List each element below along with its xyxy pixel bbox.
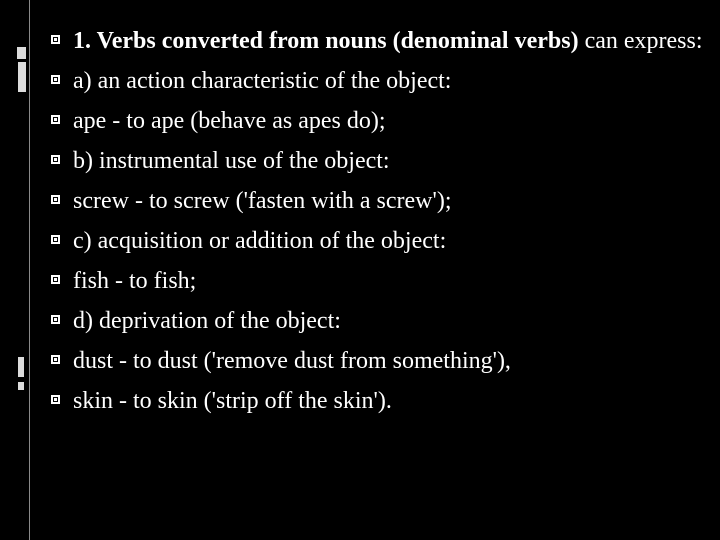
- square-bullet-icon: [50, 274, 61, 285]
- left-vertical-rule: [29, 0, 30, 540]
- item-text: can express:: [578, 28, 703, 54]
- list-item: [50, 306, 705, 336]
- square-bullet-icon: [50, 194, 61, 205]
- square-bullet-icon: [50, 34, 61, 45]
- square-bullet-icon: [50, 354, 61, 365]
- list-item: [50, 26, 705, 56]
- item-text: a) an action characteristic of the object:: [73, 68, 452, 94]
- item-text: screw - to screw ('fasten with a screw');: [73, 188, 452, 214]
- bullet-list: [50, 26, 705, 416]
- item-text: d) deprivation of the object:: [73, 308, 341, 334]
- item-text: c) acquisition or addition of the object:: [73, 228, 447, 254]
- item-text: fish - to fish;: [73, 268, 197, 294]
- list-item: [50, 386, 705, 416]
- square-bullet-icon: [50, 234, 61, 245]
- item-text: ape - to ape (behave as apes do);: [73, 108, 386, 134]
- list-item: [50, 106, 705, 136]
- list-item: [50, 226, 705, 256]
- list-item: [50, 266, 705, 296]
- list-item: [50, 66, 705, 96]
- accent-bar-bottom-2: [18, 382, 24, 390]
- item-text: dust - to dust ('remove dust from something'),: [73, 348, 511, 374]
- item-text: b) instrumental use of the object:: [73, 148, 390, 174]
- square-bullet-icon: [50, 394, 61, 405]
- list-item: [50, 346, 705, 376]
- slide-content: [50, 26, 705, 426]
- square-bullet-icon: [50, 154, 61, 165]
- item-text: skin - to skin ('strip off the skin').: [73, 388, 392, 414]
- square-bullet-icon: [50, 314, 61, 325]
- accent-bar-bottom-1: [18, 357, 24, 377]
- accent-bar-top-2: [18, 62, 26, 92]
- square-bullet-icon: [50, 74, 61, 85]
- list-item: [50, 186, 705, 216]
- list-item: [50, 146, 705, 176]
- item-bold-text: 1. Verbs converted from nouns (denominal verbs): [73, 28, 579, 54]
- square-bullet-icon: [50, 114, 61, 125]
- accent-bar-top-1: [17, 47, 26, 59]
